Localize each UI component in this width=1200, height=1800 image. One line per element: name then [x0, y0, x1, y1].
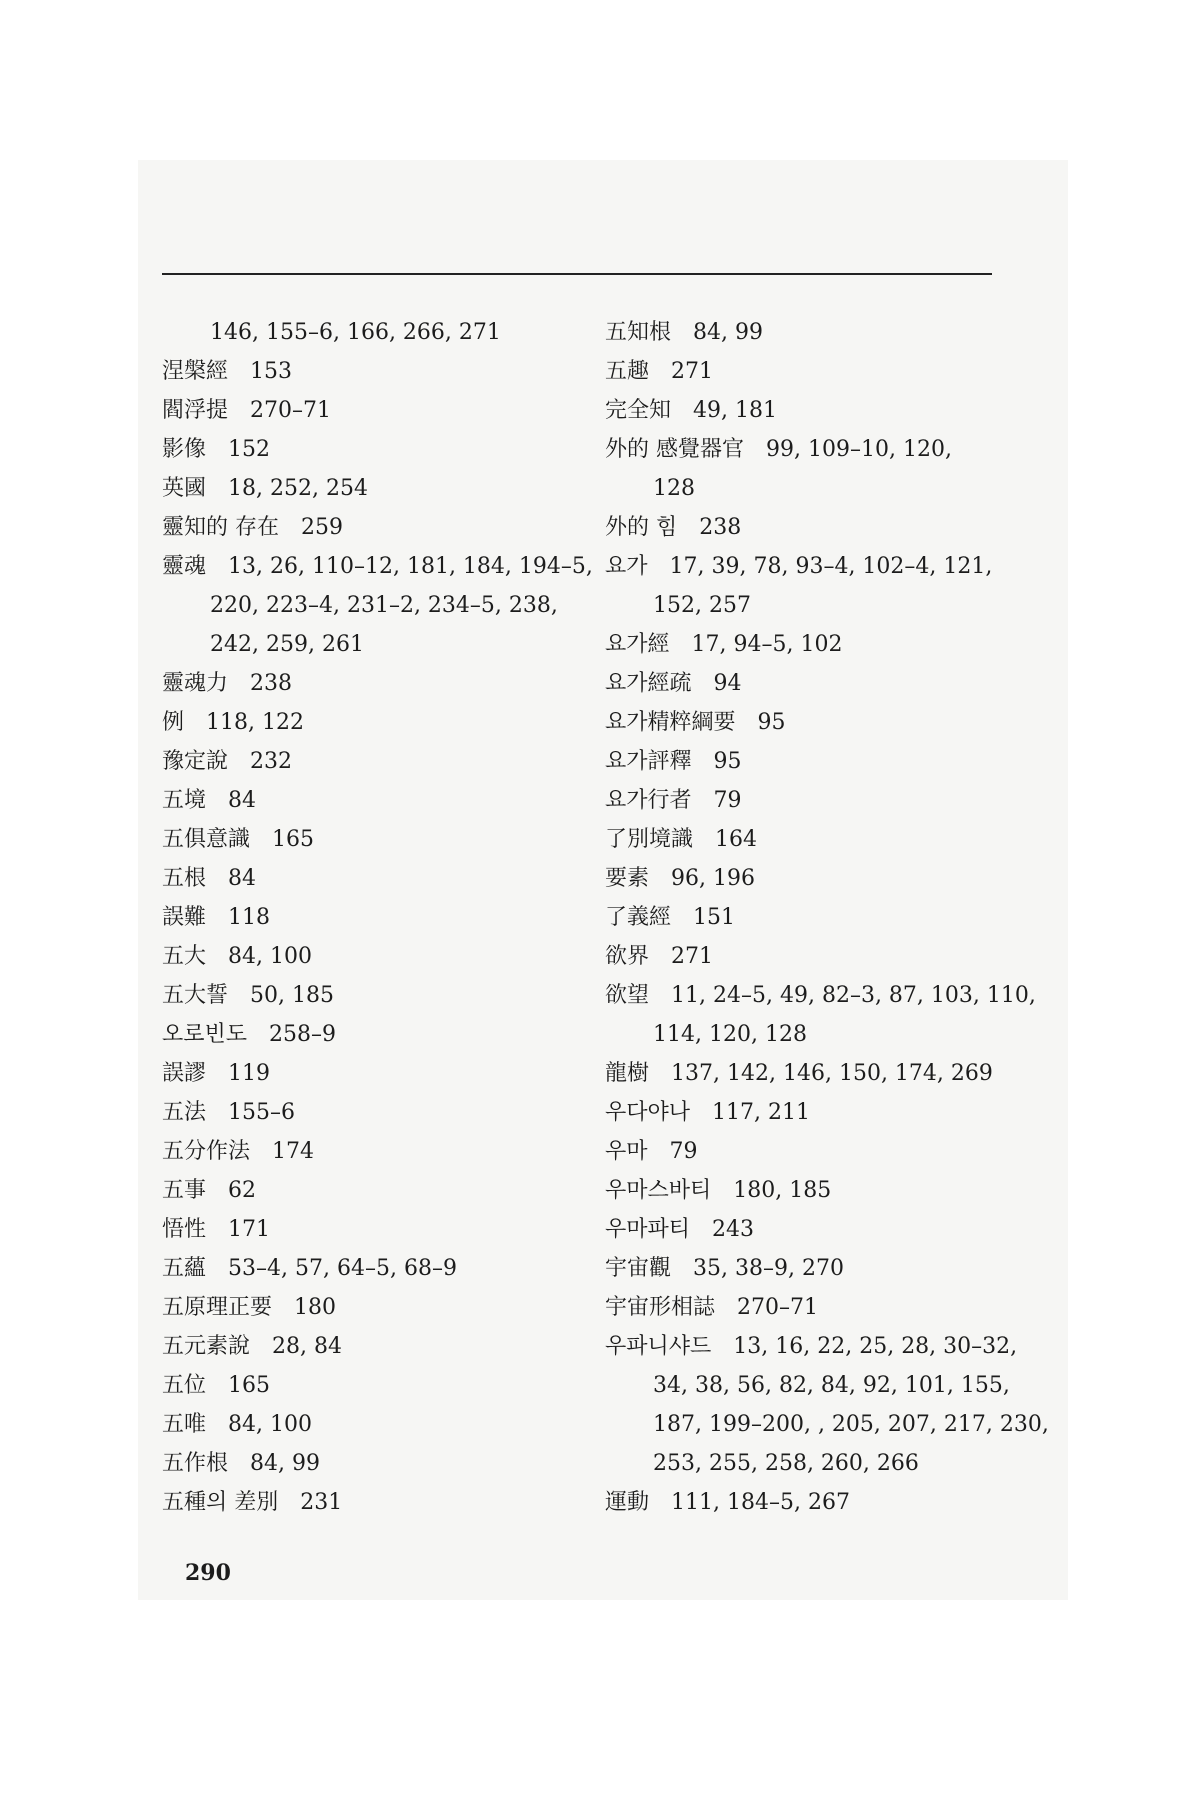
index-term: 요가經 — [605, 632, 670, 657]
index-entry — [605, 942, 1065, 972]
page-references: 28, 84 — [272, 1334, 342, 1359]
page-references: 271 — [671, 944, 714, 969]
index-entry — [162, 1020, 622, 1050]
index-term: 우다야나 — [605, 1100, 691, 1125]
page-references: 84, 99 — [693, 320, 763, 345]
index-term: 涅槃經 — [162, 359, 229, 384]
page-references: 137, 142, 146, 150, 174, 269 — [671, 1061, 993, 1086]
index-entry — [605, 747, 1065, 777]
index-column-left — [162, 318, 622, 1527]
page-references: 62 — [228, 1178, 257, 1203]
index-entry — [605, 1176, 1065, 1206]
index-entry — [605, 825, 1065, 855]
index-entry — [162, 1176, 622, 1206]
page-references: 35, 38–9, 270 — [693, 1256, 844, 1281]
index-entry-continuation: 253, 255, 258, 260, 266 — [653, 1451, 919, 1476]
page-references: 243 — [712, 1217, 755, 1242]
index-entry — [162, 396, 622, 426]
index-entry — [605, 1293, 1065, 1323]
index-term: 우마파티 — [605, 1217, 691, 1242]
index-entry — [162, 1371, 622, 1401]
page-references: 111, 184–5, 267 — [671, 1490, 850, 1515]
page-references: 151 — [693, 905, 736, 930]
index-entry — [162, 1137, 622, 1167]
page-references: 258–9 — [269, 1022, 337, 1047]
page-references: 118, 122 — [206, 710, 304, 735]
index-entry — [162, 669, 622, 699]
page-references: 84, 99 — [250, 1451, 320, 1476]
page-references: 180 — [294, 1295, 337, 1320]
index-entry — [162, 981, 622, 1011]
header-rule — [162, 273, 992, 275]
index-term: 五大 — [162, 944, 207, 969]
index-entry — [162, 708, 622, 738]
index-entry — [162, 1332, 622, 1362]
index-entry — [162, 474, 622, 504]
index-term: 欲望 — [605, 983, 650, 1008]
index-entry-continuation: 152, 257 — [653, 593, 751, 618]
index-term: 五知根 — [605, 320, 672, 345]
index-term: 影像 — [162, 437, 207, 462]
index-term: 龍樹 — [605, 1061, 650, 1086]
page-references: 53–4, 57, 64–5, 68–9 — [228, 1256, 457, 1281]
index-term: 五境 — [162, 788, 207, 813]
index-term: 誤謬 — [162, 1061, 207, 1086]
page-references: 153 — [250, 359, 293, 384]
index-term: 欲界 — [605, 944, 650, 969]
index-entry-continuation: 128 — [653, 476, 695, 501]
page-references: 95 — [757, 710, 786, 735]
page-references: 171 — [228, 1217, 271, 1242]
page-references: 18, 252, 254 — [228, 476, 368, 501]
index-term: 五唯 — [162, 1412, 207, 1437]
page-references: 117, 211 — [712, 1100, 810, 1125]
index-entry — [162, 1215, 622, 1245]
index-term: 요가精粹綱要 — [605, 710, 736, 735]
page-references: 238 — [250, 671, 293, 696]
index-entry — [605, 864, 1065, 894]
page-references: 270–71 — [737, 1295, 819, 1320]
page-references: 84, 100 — [228, 944, 312, 969]
index-entry — [162, 1293, 622, 1323]
index-term: 오로빈도 — [162, 1022, 248, 1047]
index-entry-continuation: 146, 155–6, 166, 266, 271 — [210, 320, 501, 345]
index-entry — [605, 1254, 1065, 1284]
index-term: 요가經疏 — [605, 671, 692, 696]
index-term: 五蘊 — [162, 1256, 207, 1281]
page-references: 17, 39, 78, 93–4, 102–4, 121, — [669, 554, 993, 579]
index-term: 宇宙觀 — [605, 1256, 672, 1281]
index-entry — [605, 708, 1065, 738]
index-entry — [162, 513, 622, 543]
index-entry — [605, 669, 1065, 699]
page-references: 17, 94–5, 102 — [691, 632, 843, 657]
page-references: 238 — [699, 515, 742, 540]
index-entry — [605, 1098, 1065, 1128]
index-term: 例 — [162, 710, 185, 735]
index-entry — [605, 513, 1065, 543]
page-references: 119 — [228, 1061, 271, 1086]
index-term: 悟性 — [162, 1217, 207, 1242]
index-term: 豫定說 — [162, 749, 229, 774]
index-entry — [605, 357, 1065, 387]
index-term: 五法 — [162, 1100, 207, 1125]
page-references: 152 — [228, 437, 271, 462]
index-entry — [162, 1098, 622, 1128]
index-entry — [605, 786, 1065, 816]
index-term: 完全知 — [605, 398, 672, 423]
index-entry — [605, 1137, 1065, 1167]
index-term: 五元素說 — [162, 1334, 251, 1359]
page-number: 290 — [185, 1560, 231, 1586]
index-term: 五大誓 — [162, 983, 229, 1008]
index-entry — [162, 864, 622, 894]
page-references: 165 — [228, 1373, 271, 1398]
index-entry-continuation: 34, 38, 56, 82, 84, 92, 101, 155, — [653, 1373, 1010, 1398]
page-references: 164 — [715, 827, 758, 852]
index-term: 閻浮提 — [162, 398, 229, 423]
page-references: 180, 185 — [733, 1178, 832, 1203]
index-term: 五事 — [162, 1178, 207, 1203]
index-term: 外的 힘 — [605, 515, 678, 540]
page-references: 84 — [228, 866, 257, 891]
index-entry — [605, 1332, 1065, 1362]
index-entry — [605, 552, 1065, 582]
page-references: 79 — [713, 788, 742, 813]
page-references: 79 — [669, 1139, 698, 1164]
index-term: 誤難 — [162, 905, 207, 930]
index-entry-continuation: 220, 223–4, 231–2, 234–5, 238, — [210, 593, 558, 618]
page-references: 271 — [671, 359, 714, 384]
index-term: 外的 感覺器官 — [605, 437, 744, 462]
index-term: 五位 — [162, 1373, 207, 1398]
index-term: 運動 — [605, 1490, 650, 1515]
index-entry — [162, 1254, 622, 1284]
index-term: 五俱意識 — [162, 827, 251, 852]
index-entry-continuation: 114, 120, 128 — [653, 1022, 807, 1047]
page-references: 84, 100 — [228, 1412, 312, 1437]
index-term: 우마스바티 — [605, 1178, 712, 1203]
index-entry — [605, 396, 1065, 426]
index-entry — [162, 435, 622, 465]
index-entry — [162, 552, 622, 582]
index-entry — [605, 903, 1065, 933]
index-term: 了義經 — [605, 905, 672, 930]
index-entry — [605, 1488, 1065, 1518]
index-entry — [162, 747, 622, 777]
page-references: 165 — [272, 827, 315, 852]
index-term: 요가 — [605, 554, 648, 579]
index-entry — [605, 435, 1065, 465]
page-references: 13, 16, 22, 25, 28, 30–32, — [733, 1334, 1018, 1359]
page-references: 155–6 — [228, 1100, 296, 1125]
index-column-right — [605, 318, 1065, 1527]
page-references: 96, 196 — [671, 866, 755, 891]
index-entry — [162, 1488, 622, 1518]
index-term: 요가行者 — [605, 788, 692, 813]
index-term: 五分作法 — [162, 1139, 251, 1164]
index-entry — [605, 1059, 1065, 1089]
index-entry-continuation: 242, 259, 261 — [210, 632, 364, 657]
page-references: 95 — [713, 749, 742, 774]
page-references: 232 — [250, 749, 293, 774]
page-references: 231 — [300, 1490, 343, 1515]
index-term: 五原理正要 — [162, 1295, 273, 1320]
index-term: 要素 — [605, 866, 650, 891]
page-references: 49, 181 — [693, 398, 777, 423]
index-term: 五趣 — [605, 359, 650, 384]
page-references: 270–71 — [250, 398, 332, 423]
index-entry — [162, 825, 622, 855]
index-entry — [162, 357, 622, 387]
page-references: 13, 26, 110–12, 181, 184, 194–5, — [228, 554, 593, 579]
index-term: 英國 — [162, 476, 207, 501]
index-entry — [162, 903, 622, 933]
index-entry — [605, 318, 1065, 348]
page-references: 11, 24–5, 49, 82–3, 87, 103, 110, — [671, 983, 1036, 1008]
index-term: 五根 — [162, 866, 207, 891]
index-entry — [162, 1410, 622, 1440]
page-references: 118 — [228, 905, 271, 930]
index-entry — [162, 942, 622, 972]
index-term: 宇宙形相誌 — [605, 1295, 716, 1320]
page-references: 174 — [272, 1139, 315, 1164]
index-entry — [162, 786, 622, 816]
page-references: 84 — [228, 788, 257, 813]
index-term: 요가評釋 — [605, 749, 692, 774]
page-references: 99, 109–10, 120, — [766, 437, 952, 462]
index-entry — [162, 1449, 622, 1479]
index-entry — [605, 1215, 1065, 1245]
index-term: 우마 — [605, 1139, 648, 1164]
index-term: 靈魂力 — [162, 671, 229, 696]
index-entry — [162, 1059, 622, 1089]
index-term: 우파니샤드 — [605, 1334, 712, 1359]
index-term: 了別境識 — [605, 827, 694, 852]
index-entry — [605, 630, 1065, 660]
index-entry-continuation: 187, 199–200, , 205, 207, 217, 230, — [653, 1412, 1049, 1437]
index-term: 靈魂 — [162, 554, 207, 579]
index-term: 五種의 差別 — [162, 1490, 279, 1515]
index-term: 五作根 — [162, 1451, 229, 1476]
index-term: 靈知的 存在 — [162, 515, 279, 540]
page-references: 50, 185 — [250, 983, 334, 1008]
page-references: 94 — [713, 671, 742, 696]
page-references: 259 — [301, 515, 343, 540]
index-entry — [605, 981, 1065, 1011]
